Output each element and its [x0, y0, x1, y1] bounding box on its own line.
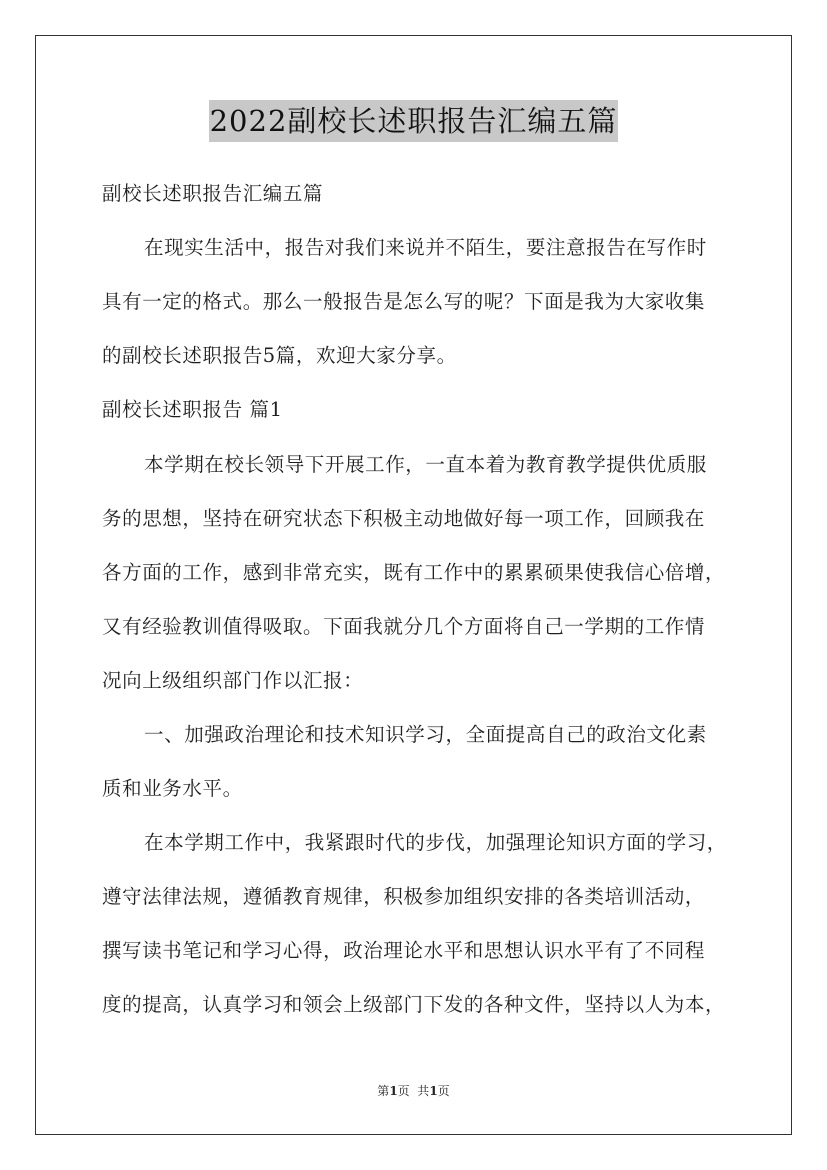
footer-suffix: 页 [437, 1084, 450, 1098]
footer-total-pages: 1 [429, 1084, 438, 1098]
paragraph-line: 本学期在校长领导下开展工作，一直本着为教育教学提供优质服 [144, 453, 707, 476]
section-heading: 副校长述职报告 篇1 [102, 398, 283, 421]
page-footer [0, 1082, 827, 1100]
paragraph-line: 在本学期工作中，我紧跟时代的步伐，加强理论知识方面的学习， [144, 831, 727, 854]
document-title: 2022副校长述职报告汇编五篇 [209, 100, 619, 142]
paragraph-line: 在现实生活中，报告对我们来说并不陌生，要注意报告在写作时 [144, 236, 707, 259]
footer-mid: 页 共 [397, 1084, 430, 1098]
paragraph-line: 质和业务水平。 [102, 777, 243, 800]
footer-prefix: 第 [377, 1084, 390, 1098]
paragraph-line: 的副校长述职报告5篇，欢迎大家分享。 [102, 344, 457, 367]
paragraph-line: 具有一定的格式。那么一般报告是怎么写的呢？下面是我为大家收集 [102, 290, 706, 313]
title-container [0, 100, 827, 142]
paragraph-line: 度的提高，认真学习和领会上级部门下发的各种文件，坚持以人为本， [102, 993, 726, 1016]
paragraph-line: 一、加强政治理论和技术知识学习，全面提高自己的政治文化素 [144, 723, 707, 746]
paragraph-line: 撰写读书笔记和学习心得，政治理论水平和思想认识水平有了不同程 [102, 939, 706, 962]
subtitle-line: 副校长述职报告汇编五篇 [102, 182, 324, 205]
paragraph-line: 遵守法律法规，遵循教育规律，积极参加组织安排的各类培训活动， [102, 885, 706, 908]
paragraph-line: 务的思想，坚持在研究状态下积极主动地做好每一项工作，回顾我在 [102, 507, 706, 530]
footer-current-page: 1 [389, 1084, 398, 1098]
paragraph-line: 况向上级组织部门作以汇报： [102, 669, 364, 692]
paragraph-line: 又有经验教训值得吸取。下面我就分几个方面将自己一学期的工作情 [102, 615, 706, 638]
paragraph-line: 各方面的工作，感到非常充实，既有工作中的累累硕果使我信心倍增， [102, 561, 726, 584]
